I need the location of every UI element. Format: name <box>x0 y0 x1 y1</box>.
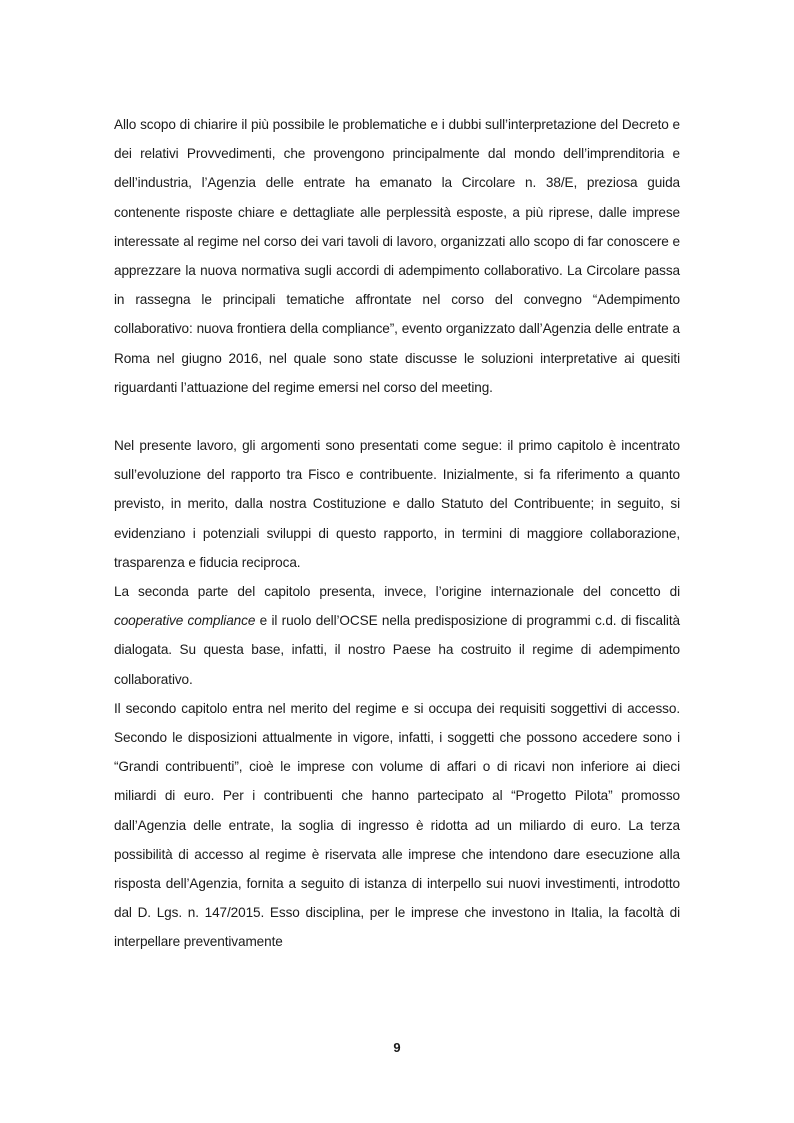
paragraph-4: Il secondo capitolo entra nel merito del regime e si occupa dei requisiti soggettivi di accesso. Secondo le disposizioni attualmente in vigore, infatti, i soggetti che possono accedere sono i “Grandi contribuenti”, cioè le imprese con volume di affari o di ricavi non inferiore ai dieci miliardi di euro. Per i contribuenti che hanno partecipato al “Progetto Pilota” promosso dall’Agenzia delle entrate, la soglia di ingresso è ridotta ad un miliardo di euro. La terza possibilità di accesso al regime è riservata alle imprese che intendono dare esecuzione alla risposta dell’Agenzia, fornita a seguito di istanza di interpello sui nuovi investimenti, introdotto dal D. Lgs. n. 147/2015. Esso disciplina, per le imprese che investono in Italia, la facoltà di interpellare preventivamente <box>114 700 680 950</box>
paragraph-spacer <box>114 402 680 431</box>
paragraph-3-italic-term: cooperative compliance <box>114 613 256 629</box>
document-body <box>114 110 680 957</box>
paragraph-3-start: La seconda parte del capitolo presenta, invece, l’origine internazionale del concetto di <box>114 584 680 600</box>
paragraph-3 <box>114 577 680 694</box>
paragraph-2: Nel presente lavoro, gli argomenti sono presentati come segue: il primo capitolo è incentrato sull’evoluzione del rapporto tra Fisco e contribuente. Inizialmente, si fa riferimento a quanto previsto, in merito, dalla nostra Costituzione e dallo Statuto del Contribuente; in seguito, si evidenziano i potenziali sviluppi di questo rapporto, in termini di maggiore collaborazione, trasparenza e fiducia reciproca. <box>114 438 680 570</box>
paragraph-1: Allo scopo di chiarire il più possibile le problematiche e i dubbi sull’interpretazione del Decreto e dei relativi Provvedimenti, che provengono principalmente dal mondo dell’imprenditoria e dell’industria, l’Agenzia delle entrate ha emanato la Circolare n. 38/E, preziosa guida contenente risposte chiare e dettagliate alle perplessità esposte, a più riprese, dalle imprese interessate al regime nel corso dei vari tavoli di lavoro, organizzati allo scopo di far conoscere e apprezzare la nuova normativa sugli accordi di adempimento collaborativo. La Circolare passa in rassegna le principali tematiche affrontate nel corso del convegno “Adempimento collaborativo: nuova frontiera della compliance”, evento organizzato dall’Agenzia delle entrate a Roma nel giugno 2016, nel quale sono state discusse le soluzioni interpretative ai quesiti riguardanti l’attuazione del regime emersi nel corso del meeting. <box>114 117 680 395</box>
page-number: 9 <box>393 1040 401 1055</box>
paragraph-3-end: e il ruolo dell’OCSE nella predisposizione di programmi c.d. di fiscalità dialogata. Su questa base, infatti, il nostro Paese ha costruito il regime di adempimento collaborativo. <box>114 613 680 687</box>
